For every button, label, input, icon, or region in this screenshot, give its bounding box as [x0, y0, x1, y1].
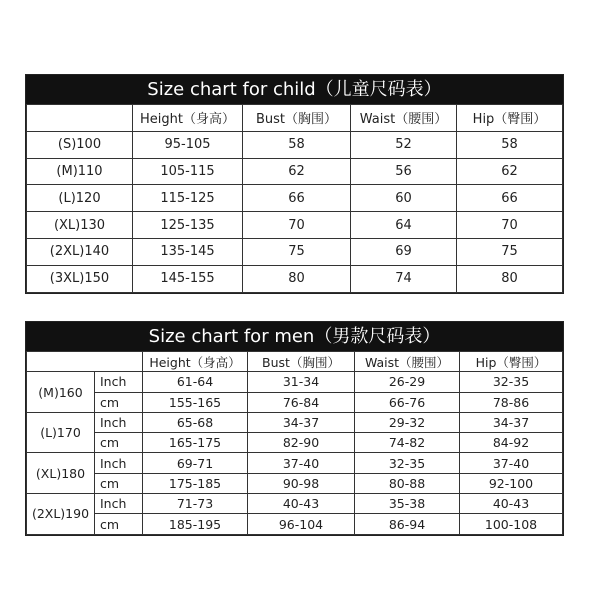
men-hip-cell: 40-43: [460, 494, 563, 514]
child-header-bust: Bust（胸围）: [243, 105, 351, 132]
men-bust-cell: 34-37: [248, 412, 355, 432]
men-row-inch: [27, 453, 563, 473]
child-size-cell: (S)100: [27, 131, 133, 158]
men-bust-cell: 37-40: [248, 453, 355, 473]
child-waist-cell: 52: [351, 131, 457, 158]
men-header-size: [27, 352, 143, 372]
men-row-inch: [27, 372, 563, 392]
men-unit-cell: cm: [95, 392, 143, 412]
child-hip-cell: 66: [457, 185, 563, 212]
men-waist-cell: 26-29: [355, 372, 460, 392]
men-bust-cell: 40-43: [248, 494, 355, 514]
men-bust-cell: 90-98: [248, 473, 355, 493]
child-waist-cell: 56: [351, 158, 457, 185]
men-row-inch: [27, 494, 563, 514]
men-size-chart: [25, 321, 564, 536]
men-hip-cell: 34-37: [460, 412, 563, 432]
child-height-cell: 115-125: [133, 185, 243, 212]
men-size-cell: (L)170: [27, 412, 95, 453]
men-unit-cell: Inch: [95, 372, 143, 392]
men-height-cell: 61-64: [143, 372, 248, 392]
child-height-cell: 105-115: [133, 158, 243, 185]
child-header-height: Height（身高）: [133, 105, 243, 132]
men-height-cell: 65-68: [143, 412, 248, 432]
men-row-cm: [27, 433, 563, 453]
men-hip-cell: 37-40: [460, 453, 563, 473]
child-height-cell: 95-105: [133, 131, 243, 158]
child-row: [27, 212, 563, 239]
child-waist-cell: 64: [351, 212, 457, 239]
child-waist-cell: 74: [351, 265, 457, 292]
child-height-cell: 125-135: [133, 212, 243, 239]
men-height-cell: 175-185: [143, 473, 248, 493]
men-chart-title: Size chart for men（男款尺码表）: [26, 322, 563, 351]
men-hip-cell: 32-35: [460, 372, 563, 392]
men-unit-cell: cm: [95, 473, 143, 493]
men-size-cell: (M)160: [27, 372, 95, 413]
men-unit-cell: cm: [95, 514, 143, 534]
men-row-cm: [27, 514, 563, 534]
child-size-table: [26, 104, 563, 293]
child-height-cell: 135-145: [133, 238, 243, 265]
child-header-waist: Waist（腰围）: [351, 105, 457, 132]
child-row: [27, 131, 563, 158]
men-waist-cell: 29-32: [355, 412, 460, 432]
child-size-chart: [25, 74, 564, 294]
men-height-cell: 155-165: [143, 392, 248, 412]
men-bust-cell: 96-104: [248, 514, 355, 534]
men-unit-cell: Inch: [95, 412, 143, 432]
child-hip-cell: 75: [457, 238, 563, 265]
men-height-cell: 165-175: [143, 433, 248, 453]
child-waist-cell: 60: [351, 185, 457, 212]
men-height-cell: 71-73: [143, 494, 248, 514]
child-size-cell: (XL)130: [27, 212, 133, 239]
men-header-waist: Waist（腰围）: [355, 352, 460, 372]
men-height-cell: 69-71: [143, 453, 248, 473]
men-waist-cell: 86-94: [355, 514, 460, 534]
child-header-size: [27, 105, 133, 132]
child-size-cell: (2XL)140: [27, 238, 133, 265]
men-unit-cell: Inch: [95, 494, 143, 514]
child-row: [27, 185, 563, 212]
child-bust-cell: 70: [243, 212, 351, 239]
men-header-bust: Bust（胸围）: [248, 352, 355, 372]
men-waist-cell: 32-35: [355, 453, 460, 473]
child-bust-cell: 58: [243, 131, 351, 158]
men-row-cm: [27, 473, 563, 493]
men-waist-cell: 35-38: [355, 494, 460, 514]
men-height-cell: 185-195: [143, 514, 248, 534]
child-header-hip: Hip（臀围）: [457, 105, 563, 132]
child-hip-cell: 80: [457, 265, 563, 292]
men-header-row: [27, 352, 563, 372]
men-unit-cell: cm: [95, 433, 143, 453]
men-header-hip: Hip（臀围）: [460, 352, 563, 372]
child-bust-cell: 62: [243, 158, 351, 185]
child-row: [27, 265, 563, 292]
men-row-cm: [27, 392, 563, 412]
men-row-inch: [27, 412, 563, 432]
child-hip-cell: 62: [457, 158, 563, 185]
child-row: [27, 238, 563, 265]
men-waist-cell: 66-76: [355, 392, 460, 412]
child-bust-cell: 80: [243, 265, 351, 292]
men-size-table: [26, 351, 563, 535]
men-waist-cell: 74-82: [355, 433, 460, 453]
men-size-cell: (XL)180: [27, 453, 95, 494]
men-bust-cell: 31-34: [248, 372, 355, 392]
men-unit-cell: Inch: [95, 453, 143, 473]
child-waist-cell: 69: [351, 238, 457, 265]
men-hip-cell: 84-92: [460, 433, 563, 453]
child-size-cell: (L)120: [27, 185, 133, 212]
child-chart-title: Size chart for child（儿童尺码表）: [26, 75, 563, 104]
child-height-cell: 145-155: [133, 265, 243, 292]
men-bust-cell: 76-84: [248, 392, 355, 412]
men-size-cell: (2XL)190: [27, 494, 95, 535]
child-bust-cell: 75: [243, 238, 351, 265]
men-hip-cell: 100-108: [460, 514, 563, 534]
men-waist-cell: 80-88: [355, 473, 460, 493]
child-header-row: [27, 105, 563, 132]
child-bust-cell: 66: [243, 185, 351, 212]
child-size-cell: (3XL)150: [27, 265, 133, 292]
men-header-height: Height（身高）: [143, 352, 248, 372]
child-row: [27, 158, 563, 185]
child-size-cell: (M)110: [27, 158, 133, 185]
men-bust-cell: 82-90: [248, 433, 355, 453]
child-hip-cell: 58: [457, 131, 563, 158]
child-hip-cell: 70: [457, 212, 563, 239]
men-hip-cell: 78-86: [460, 392, 563, 412]
men-hip-cell: 92-100: [460, 473, 563, 493]
